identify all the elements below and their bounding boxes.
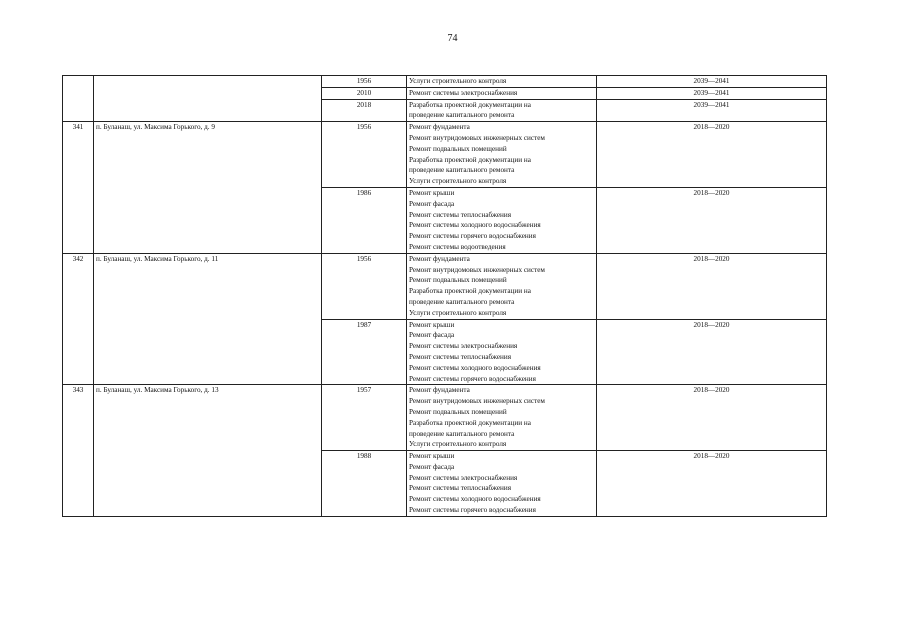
work-item: Ремонт системы холодного водоснабжения [409, 495, 541, 504]
work-item: Ремонт фундамента [409, 123, 470, 132]
work-item: Ремонт системы электроснабжения [409, 342, 518, 351]
work-item: Ремонт системы теплоснабжения [409, 352, 512, 361]
work-item: Ремонт крыши [409, 452, 455, 461]
work-item: Ремонт фасада [409, 331, 455, 340]
period-cell: 2039—2041 [597, 87, 827, 99]
year-cell: 1988 [322, 451, 407, 517]
work-item: Ремонт системы теплоснабжения [409, 484, 512, 493]
year-cell: 1987 [322, 319, 407, 385]
work-item: Услуги строительного контроля [409, 77, 507, 85]
registry-body [63, 76, 827, 517]
period-cell: 2018—2020 [597, 122, 827, 188]
work-item: Ремонт фундамента [409, 386, 470, 395]
work-item: Ремонт системы водоотведения [409, 242, 506, 251]
works-cell [407, 76, 597, 88]
work-item: Ремонт внутридомовых инженерных систем [409, 397, 545, 406]
work-item: Ремонт системы горячего водоснабжения [409, 374, 536, 383]
table-row [63, 385, 827, 451]
period-cell: 2018—2020 [597, 385, 827, 451]
period-cell: 2039—2041 [597, 99, 827, 122]
table-row [63, 76, 827, 88]
work-item: Ремонт подвальных помещений [409, 276, 507, 285]
work-item: Ремонт системы теплоснабжения [409, 210, 512, 219]
work-item: Услуги строительного контроля [409, 308, 507, 317]
row-number-cell: 341 [63, 122, 94, 254]
period-cell: 2018—2020 [597, 451, 827, 517]
works-cell [407, 187, 597, 253]
year-cell: 1956 [322, 122, 407, 188]
period-cell: 2039—2041 [597, 76, 827, 88]
table-row [63, 253, 827, 319]
works-cell [407, 319, 597, 385]
period-cell: 2018—2020 [597, 319, 827, 385]
works-cell [407, 253, 597, 319]
works-cell [407, 87, 597, 99]
work-item: Ремонт фасада [409, 462, 455, 471]
work-item: Ремонт системы электроснабжения [409, 88, 518, 97]
work-item: Ремонт системы электроснабжения [409, 473, 518, 482]
row-number-cell [63, 76, 94, 122]
work-item: Ремонт внутридомовых инженерных систем [409, 265, 545, 274]
work-item: проведение капитального ремонта [409, 166, 515, 175]
year-cell: 1956 [322, 76, 407, 88]
work-item: Ремонт фасада [409, 199, 455, 208]
address-cell [94, 76, 322, 122]
year-cell: 2010 [322, 87, 407, 99]
registry-table [62, 75, 827, 517]
year-cell: 1986 [322, 187, 407, 253]
address-cell: п. Буланаш, ул. Максима Горького, д. 9 [94, 122, 322, 254]
work-item: Услуги строительного контроля [409, 440, 507, 449]
address-cell: п. Буланаш, ул. Максима Горького, д. 11 [94, 253, 322, 385]
works-cell [407, 122, 597, 188]
work-item: проведение капитального ремонта [409, 111, 515, 120]
period-cell: 2018—2020 [597, 187, 827, 253]
work-item: Разработка проектной документации на [409, 155, 531, 164]
work-item: Ремонт крыши [409, 188, 455, 197]
work-item: Ремонт системы горячего водоснабжения [409, 232, 536, 241]
work-item: Ремонт подвальных помещений [409, 407, 507, 416]
work-item: проведение капитального ремонта [409, 297, 515, 306]
page-number: 74 [447, 33, 458, 44]
year-cell: 2018 [322, 99, 407, 122]
work-item: Разработка проектной документации на [409, 418, 531, 427]
work-item: Ремонт подвальных помещений [409, 144, 507, 153]
row-number-cell: 342 [63, 253, 94, 385]
year-cell: 1956 [322, 253, 407, 319]
work-item: Ремонт системы холодного водоснабжения [409, 363, 541, 372]
works-cell [407, 451, 597, 517]
work-item: Ремонт внутридомовых инженерных систем [409, 133, 545, 142]
work-item: Ремонт системы горячего водоснабжения [409, 506, 536, 515]
year-cell: 1957 [322, 385, 407, 451]
work-item: Услуги строительного контроля [409, 177, 507, 186]
work-item: Разработка проектной документации на [409, 100, 531, 109]
address-cell: п. Буланаш, ул. Максима Горького, д. 13 [94, 385, 322, 517]
row-number-cell: 343 [63, 385, 94, 517]
work-item: Ремонт фундамента [409, 254, 470, 263]
work-item: Ремонт крыши [409, 320, 455, 329]
work-item: Разработка проектной документации на [409, 287, 531, 296]
work-item: проведение капитального ремонта [409, 429, 515, 438]
works-cell [407, 385, 597, 451]
works-cell [407, 99, 597, 122]
period-cell: 2018—2020 [597, 253, 827, 319]
work-item: Ремонт системы холодного водоснабжения [409, 221, 541, 230]
table-row [63, 122, 827, 188]
